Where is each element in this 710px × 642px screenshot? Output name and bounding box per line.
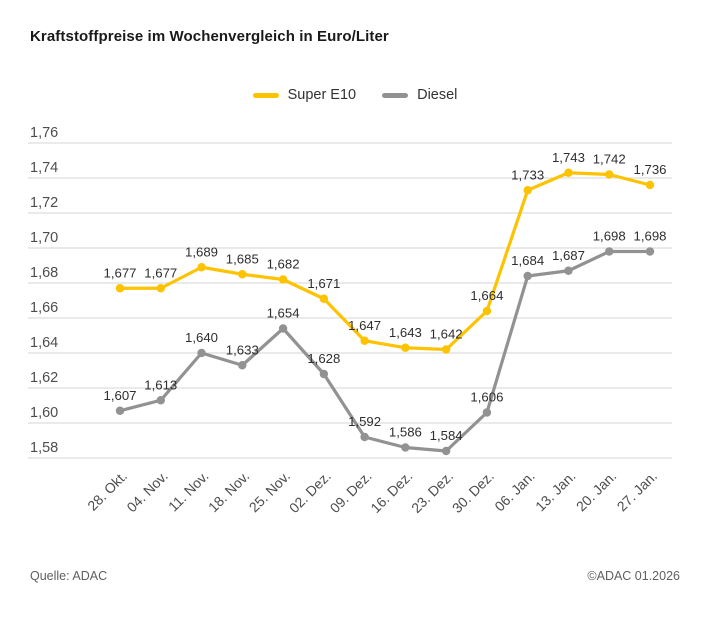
y-tick-label: 1,62 [30, 370, 59, 386]
data-point-super-e10 [197, 263, 205, 271]
data-point-diesel [442, 447, 450, 455]
y-tick-label: 1,76 [30, 125, 59, 141]
page-title: Kraftstoffpreise im Wochenvergleich in Euro/Liter [30, 28, 389, 45]
x-tick-label: 18. Nov. [204, 467, 253, 516]
data-point-diesel [401, 443, 409, 451]
data-label: 1,671 [307, 275, 341, 291]
data-point-super-e10 [523, 186, 531, 194]
data-point-diesel [116, 407, 124, 415]
data-point-diesel [238, 361, 246, 369]
data-label: 1,628 [307, 351, 341, 366]
x-tick-label: 09. Dez. [326, 467, 375, 516]
data-label: 1,613 [144, 377, 178, 393]
data-label: 1,664 [470, 288, 504, 303]
source-note: Quelle: ADAC [30, 569, 108, 583]
data-label: 1,742 [592, 151, 626, 167]
data-point-super-e10 [157, 284, 165, 292]
data-label: 1,698 [633, 228, 667, 244]
y-tick-label: 1,72 [30, 195, 59, 211]
data-label: 1,736 [633, 162, 667, 177]
data-point-super-e10 [442, 345, 450, 353]
x-tick-label: 25. Nov. [245, 467, 294, 516]
legend-label-diesel: Diesel [417, 87, 458, 103]
x-tick-label: 16. Dez. [367, 467, 416, 516]
data-label: 1,682 [266, 256, 300, 272]
data-label: 1,643 [388, 324, 422, 340]
data-point-diesel [197, 349, 205, 357]
data-label: 1,642 [429, 326, 463, 342]
x-tick-label: 13. Jan. [532, 467, 579, 515]
data-point-super-e10 [401, 344, 409, 352]
x-tick-label: 02. Dez. [285, 467, 334, 516]
data-point-super-e10 [646, 181, 654, 189]
data-point-diesel [360, 433, 368, 441]
data-point-diesel [320, 370, 328, 378]
x-tick-label: 30. Dez. [448, 467, 498, 516]
copyright-note: ©ADAC 01.2026 [587, 569, 680, 583]
data-point-diesel [564, 267, 572, 275]
data-point-super-e10 [360, 337, 368, 345]
data-label: 1,733 [511, 167, 545, 183]
data-label: 1,654 [266, 305, 300, 321]
data-point-diesel [523, 272, 531, 280]
y-tick-label: 1,74 [30, 160, 59, 176]
y-tick-label: 1,70 [30, 230, 59, 246]
x-tick-label: 04. Nov. [123, 467, 171, 516]
data-label: 1,633 [225, 342, 259, 358]
data-point-super-e10 [238, 270, 246, 278]
data-point-diesel [279, 324, 287, 332]
data-point-super-e10 [116, 284, 124, 292]
data-label: 1,647 [348, 317, 382, 333]
data-label: 1,689 [185, 244, 219, 260]
y-tick-label: 1,60 [30, 405, 59, 421]
data-label: 1,606 [470, 389, 504, 405]
data-label: 1,677 [103, 265, 137, 281]
y-tick-label: 1,66 [30, 300, 59, 316]
legend-label-super-e10: Super E10 [287, 87, 357, 103]
data-label: 1,592 [348, 414, 382, 429]
data-label: 1,640 [185, 330, 219, 345]
data-point-diesel [646, 247, 654, 255]
data-label: 1,687 [551, 247, 585, 263]
data-label: 1,684 [511, 253, 545, 268]
y-tick-label: 1,58 [30, 440, 59, 456]
data-point-super-e10 [564, 169, 572, 177]
x-tick-label: 23. Dez. [408, 467, 457, 516]
data-label: 1,698 [592, 228, 626, 244]
data-label: 1,677 [144, 265, 178, 281]
x-tick-label: 28. Okt. [84, 467, 131, 514]
data-label: 1,586 [388, 424, 422, 440]
y-tick-label: 1,68 [30, 265, 59, 281]
y-tick-label: 1,64 [30, 335, 59, 351]
data-label: 1,584 [429, 428, 463, 443]
x-tick-label: 20. Jan. [572, 467, 620, 515]
data-point-diesel [157, 396, 165, 404]
data-label: 1,685 [225, 251, 259, 267]
data-label: 1,607 [103, 387, 137, 403]
x-tick-label: 11. Nov. [164, 467, 212, 515]
data-point-diesel [605, 247, 613, 255]
data-point-diesel [483, 408, 491, 416]
x-tick-label: 27. Jan. [613, 467, 661, 515]
data-point-super-e10 [279, 275, 287, 283]
data-point-super-e10 [605, 170, 613, 178]
data-point-super-e10 [320, 295, 328, 303]
data-label: 1,743 [551, 149, 585, 165]
x-tick-label: 06. Jan. [491, 467, 538, 515]
data-point-super-e10 [483, 307, 491, 315]
